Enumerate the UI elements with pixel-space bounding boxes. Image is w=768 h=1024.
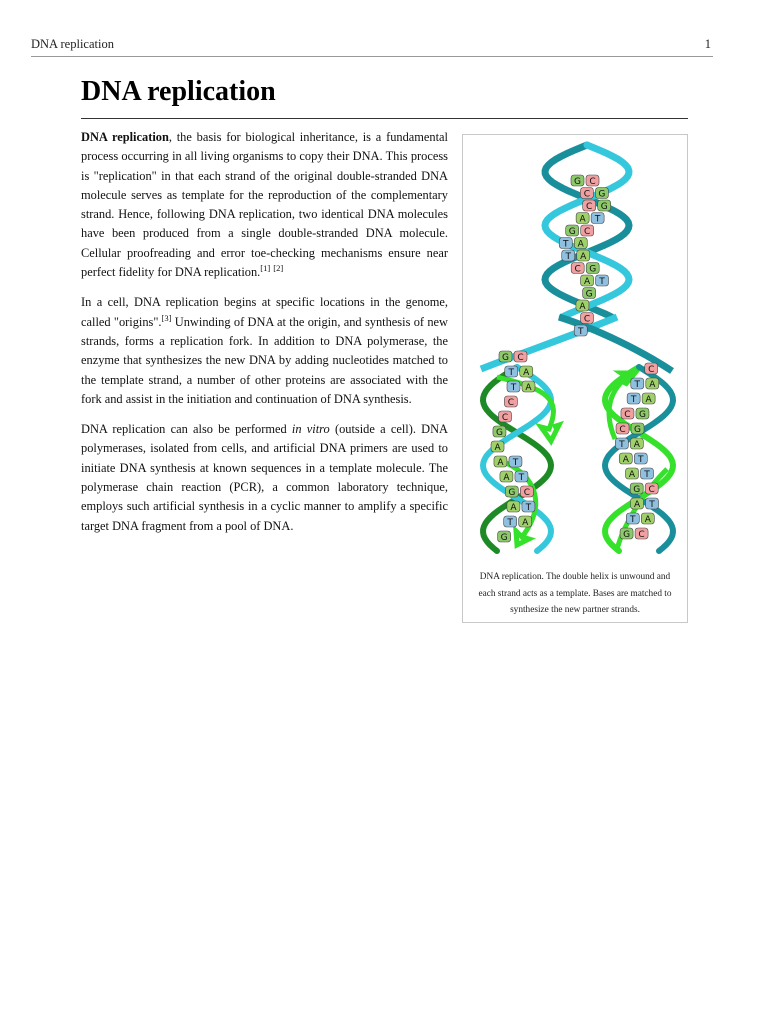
base-a [520,366,533,378]
base-label: C [589,177,596,187]
base-label: T [508,368,514,378]
paragraph-intro: DNA replication, the basis for biological inheritance, is a fundamental process occurring in all living organisms to copy their DNA. This process is "replication" in that each strand of the original double-stranded DNA molecule serves as template for the reproduction of the complementary strand. Hence, following DNA replication, two identical DNA molecules have been produced from a single double-stranded DNA molecule. Cellular proofreading and error toe-checking mechanisms ensure near perfect fidelity for DNA replication.[1] [2] [81,130,448,280]
base-a [577,250,590,262]
running-header [31,37,711,57]
base-t [627,393,640,405]
article-body [81,128,448,547]
base-label: T [649,500,655,510]
base-label: A [628,470,636,480]
base-label: C [523,488,530,498]
base-label: A [633,500,641,510]
base-label: T [577,327,584,337]
base-t [615,438,628,450]
base-label: G [508,488,516,498]
page-number: 1 [704,37,711,51]
base-label: A [633,440,640,450]
base-label: T [512,458,519,468]
base-label: G [638,410,646,420]
base-g [499,351,512,363]
base-a [494,456,507,468]
base-label: T [630,515,636,525]
base-t [515,471,528,483]
base-t [626,513,639,525]
base-label: T [510,383,517,393]
dna-replication-diagram [467,139,683,569]
base-t [505,366,518,378]
base-label: C [624,410,631,420]
base-label: G [495,428,503,438]
base-a [519,516,532,528]
base-label: A [522,518,529,528]
base-c [635,528,648,540]
base-label: T [518,473,525,483]
base-a [507,501,520,513]
paragraph-origins: In a cell, DNA replication begins at specific locations in the genome, called "origins".[3] Unwinding of DNA at the origin, and synthesis of new strands, forms a replication fork. In addition to DNA polymerase, the enzyme that synthesizes the new DNA by adding nucleotides matched to the template strand, a number of other proteins are associated with the fork and assist in the initiation and continuation of DNA synthesis. [81,295,448,406]
base-g [598,200,611,212]
base-t [640,468,653,480]
base-c [621,408,634,420]
base-c [583,200,596,212]
base-label: A [644,515,651,525]
base-c [645,483,658,495]
citation-link[interactable]: [2] [273,263,284,274]
base-c [520,486,533,498]
base-label: A [523,368,530,378]
base-a [491,441,504,453]
base-t [634,453,647,465]
base-label: G [502,353,509,363]
header-divider [31,56,713,57]
base-label: A [510,503,517,513]
base-g [595,188,608,200]
base-label: C [586,202,593,212]
base-label: T [565,252,571,262]
base-t [504,516,517,528]
base-t [631,378,644,390]
base-label: G [568,227,576,237]
base-c [581,225,594,237]
bold-term: DNA replication [81,130,169,144]
base-label: T [630,395,637,405]
base-a [576,300,589,312]
base-label: G [598,189,606,200]
base-label: G [623,530,631,540]
base-label: C [574,264,581,275]
base-t [591,213,604,225]
base-label: T [525,503,532,513]
paragraph-in-vitro: DNA replication can also be performed in vitro (outside a cell). DNA polymerases, isolated from cells, and artificial DNA primers are used to initiate DNA synthesis at known sequences in a template molecule. The polymerase chain reaction (PCR), a common laboratory technique, employs such artificial synthesis in a cyclic manner to amplify a specific target DNA fragment from a pool of DNA. [81,422,448,533]
base-g [505,486,518,498]
base-label: C [638,530,645,540]
base-t [507,381,520,393]
base-label: T [599,277,605,287]
base-label: T [634,380,641,390]
base-label: A [580,252,587,262]
figure-box [462,134,688,623]
base-label: C [507,398,515,408]
base-g [631,423,644,435]
base-c [571,263,584,275]
base-a [625,468,638,480]
base-label: A [579,302,586,312]
base-t [559,238,572,250]
base-label: G [633,485,641,495]
base-label: T [644,470,650,480]
base-g [636,408,649,420]
base-label: C [583,314,591,325]
base-g [586,263,599,275]
base-t [562,250,575,262]
base-label: T [638,455,644,465]
base-label: G [589,264,597,275]
base-t [522,501,535,513]
base-label: T [594,214,601,225]
base-g [493,426,506,438]
base-label: A [577,239,584,250]
base-t [596,275,609,287]
base-c [645,363,658,375]
base-a [642,393,655,405]
base-label: G [574,177,581,187]
base-label: A [622,455,629,465]
base-label: A [497,458,504,468]
base-label: A [525,383,532,393]
figure-caption: DNA replication. The double helix is unwound and each strand acts as a template. Bases are matched to synthesize the new partner strands. [478,572,672,615]
base-label: T [507,518,513,528]
citation-link[interactable]: [3] [161,312,172,323]
base-label: C [584,227,591,237]
base-g [583,288,596,300]
base-label: T [563,239,569,250]
base-label: C [619,425,626,435]
base-a [631,498,644,510]
base-label: A [503,473,510,483]
base-label: A [494,443,501,453]
base-a [500,471,513,483]
base-c [616,423,629,435]
base-label: A [583,277,591,287]
base-c [580,188,593,200]
base-label: T [619,440,625,450]
base-t [646,498,659,510]
base-a [619,453,632,465]
base-g [630,483,643,495]
base-g [566,225,579,237]
citation-link[interactable]: [1] [260,263,271,274]
base-label: A [645,395,652,405]
italic-term: in vitro [291,422,330,437]
base-a [646,378,659,390]
base-c [586,175,599,187]
base-label: G [500,533,508,543]
base-a [522,381,535,393]
base-label: G [634,425,642,435]
base-g [498,531,511,543]
title-divider [81,118,688,119]
base-label: G [585,289,593,300]
page-title: DNA replication [81,76,276,107]
base-t [574,325,587,337]
base-label: C [648,485,655,495]
base-c [514,351,527,363]
base-a [641,513,654,525]
base-label: C [501,413,509,423]
base-c [581,313,594,325]
base-a [576,213,589,225]
base-g [571,175,584,187]
base-t [509,456,522,468]
base-label: G [600,202,608,212]
base-a [630,438,643,450]
base-label: C [648,365,655,375]
base-label: C [583,189,591,200]
base-c [499,411,512,423]
base-g [620,528,633,540]
base-c [504,396,517,408]
base-a [581,275,594,287]
base-a [574,238,587,250]
base-label: C [517,353,524,363]
running-title: DNA replication [31,37,114,51]
base-label: A [649,380,656,390]
base-label: A [579,214,586,225]
base-pairs [491,175,659,543]
